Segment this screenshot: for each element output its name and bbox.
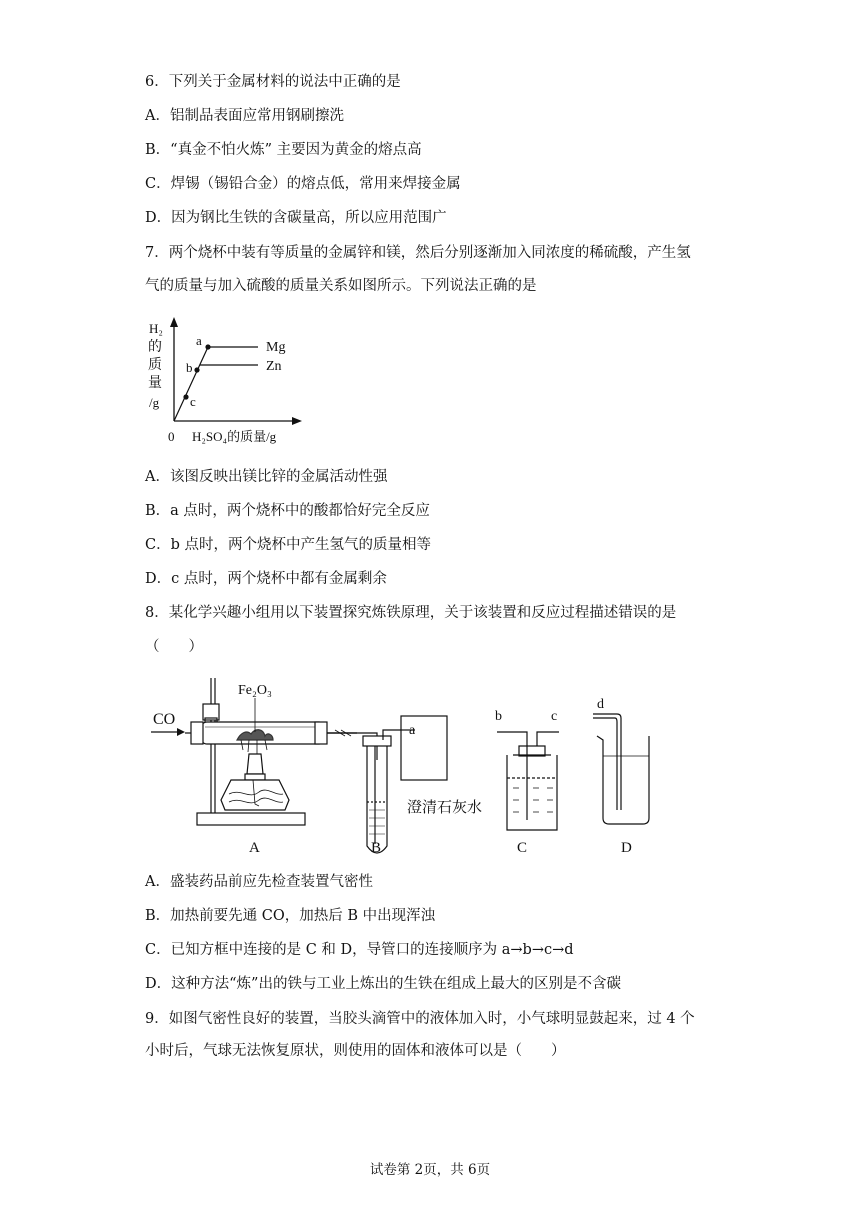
q7-graph	[140, 315, 315, 450]
label-port-d: d	[597, 697, 604, 712]
q8-option-b: B．加热前要先通 CO，加热后 B 中出现浑浊	[145, 908, 436, 924]
q6-option-a: A．铝制品表面应常用钢刷擦洗	[145, 108, 344, 124]
q8-option-c: C．已知方框中连接的是 C 和 D，导管口的连接顺序为 a→b→c→d	[145, 942, 574, 958]
q7-option-d: D．c 点时，两个烧杯中都有金属剩余	[145, 571, 387, 587]
q7-y-label-5: /g	[149, 395, 160, 410]
apparatus-a	[185, 678, 357, 825]
q7-origin: 0	[168, 429, 175, 444]
q7-point-b	[194, 367, 199, 372]
label-port-b: b	[495, 709, 502, 724]
label-limewater: 澄清石灰水	[407, 798, 483, 816]
q8-option-d: D．这种方法“炼”出的铁与工业上炼出的生铁在组成上最大的区别是不含碳	[145, 976, 621, 992]
q9-stem-line1: 9．如图气密性良好的装置，当胶头滴管中的液体加入时，小气球明显鼓起来，过 4 个	[145, 1011, 695, 1027]
q7-y-axis-arrow	[170, 317, 178, 327]
q7-option-a: A．该图反映出镁比锌的金属活动性强	[145, 469, 388, 485]
q7-stem-line1: 7．两个烧杯中装有等质量的金属锌和镁，然后分别逐渐加入同浓度的稀硫酸，产生氢	[145, 245, 691, 261]
q7-mg-line	[174, 347, 258, 421]
q7-series-zn: Zn	[266, 359, 282, 374]
label-apparatus-c: C	[517, 840, 528, 856]
q8-stem-line2: （ ）	[145, 639, 203, 655]
q7-option-c: C．b 点时，两个烧杯中产生氢气的质量相等	[145, 537, 431, 553]
apparatus-c	[497, 732, 559, 830]
q6-option-d: D．因为钢比生铁的含碳量高，所以应用范围广	[145, 210, 447, 226]
label-apparatus-a: A	[249, 840, 260, 856]
label-apparatus-d: D	[621, 840, 632, 856]
q7-stem-line2: 气的质量与加入硫酸的质量关系如图所示。下列说法正确的是	[145, 278, 537, 294]
q7-label-b: b	[186, 360, 193, 375]
q7-y-label-4: 量	[148, 376, 162, 391]
page-footer: 试卷第 2页，共 6页	[369, 1162, 491, 1178]
apparatus-d	[593, 714, 649, 824]
q8-stem-line1: 8．某化学兴趣小组用以下装置探究炼铁原理，关于该装置和反应过程描述错误的是	[145, 605, 677, 621]
q8-option-a: A．盛装药品前应先检查装置气密性	[145, 874, 373, 890]
q7-y-label-2: 的	[148, 340, 162, 355]
q6-option-b: B．“真金不怕火炼” 主要因为黄金的熔点高	[145, 142, 422, 158]
q9-stem-line2: 小时后，气球无法恢复原状，则使用的固体和液体可以是（ ）	[145, 1043, 566, 1059]
apparatus-b	[357, 716, 447, 853]
q7-series-mg: Mg	[266, 340, 286, 355]
label-fe2o3: Fe₂O₃	[238, 683, 272, 698]
q7-x-label: H₂SO₄的质量/g	[192, 429, 277, 444]
q8-apparatus	[145, 670, 665, 865]
q7-label-a: a	[196, 333, 202, 348]
q7-x-axis-arrow	[292, 417, 302, 425]
q7-option-b: B．a 点时，两个烧杯中的酸都恰好完全反应	[145, 503, 430, 519]
q6-stem: 6．下列关于金属材料的说法中正确的是	[145, 74, 401, 90]
q6-option-c: C．焊锡（锡铅合金）的熔点低，常用来焊接金属	[145, 176, 461, 192]
q7-point-a	[205, 344, 210, 349]
q7-y-label-1: H₂	[149, 321, 163, 336]
label-co: CO	[153, 711, 176, 728]
q7-y-label-3: 质	[148, 358, 162, 373]
label-port-c: c	[551, 709, 558, 724]
label-port-a: a	[409, 723, 416, 738]
q7-label-c: c	[190, 394, 196, 409]
q7-point-c	[183, 394, 188, 399]
label-apparatus-b: B	[371, 840, 382, 856]
